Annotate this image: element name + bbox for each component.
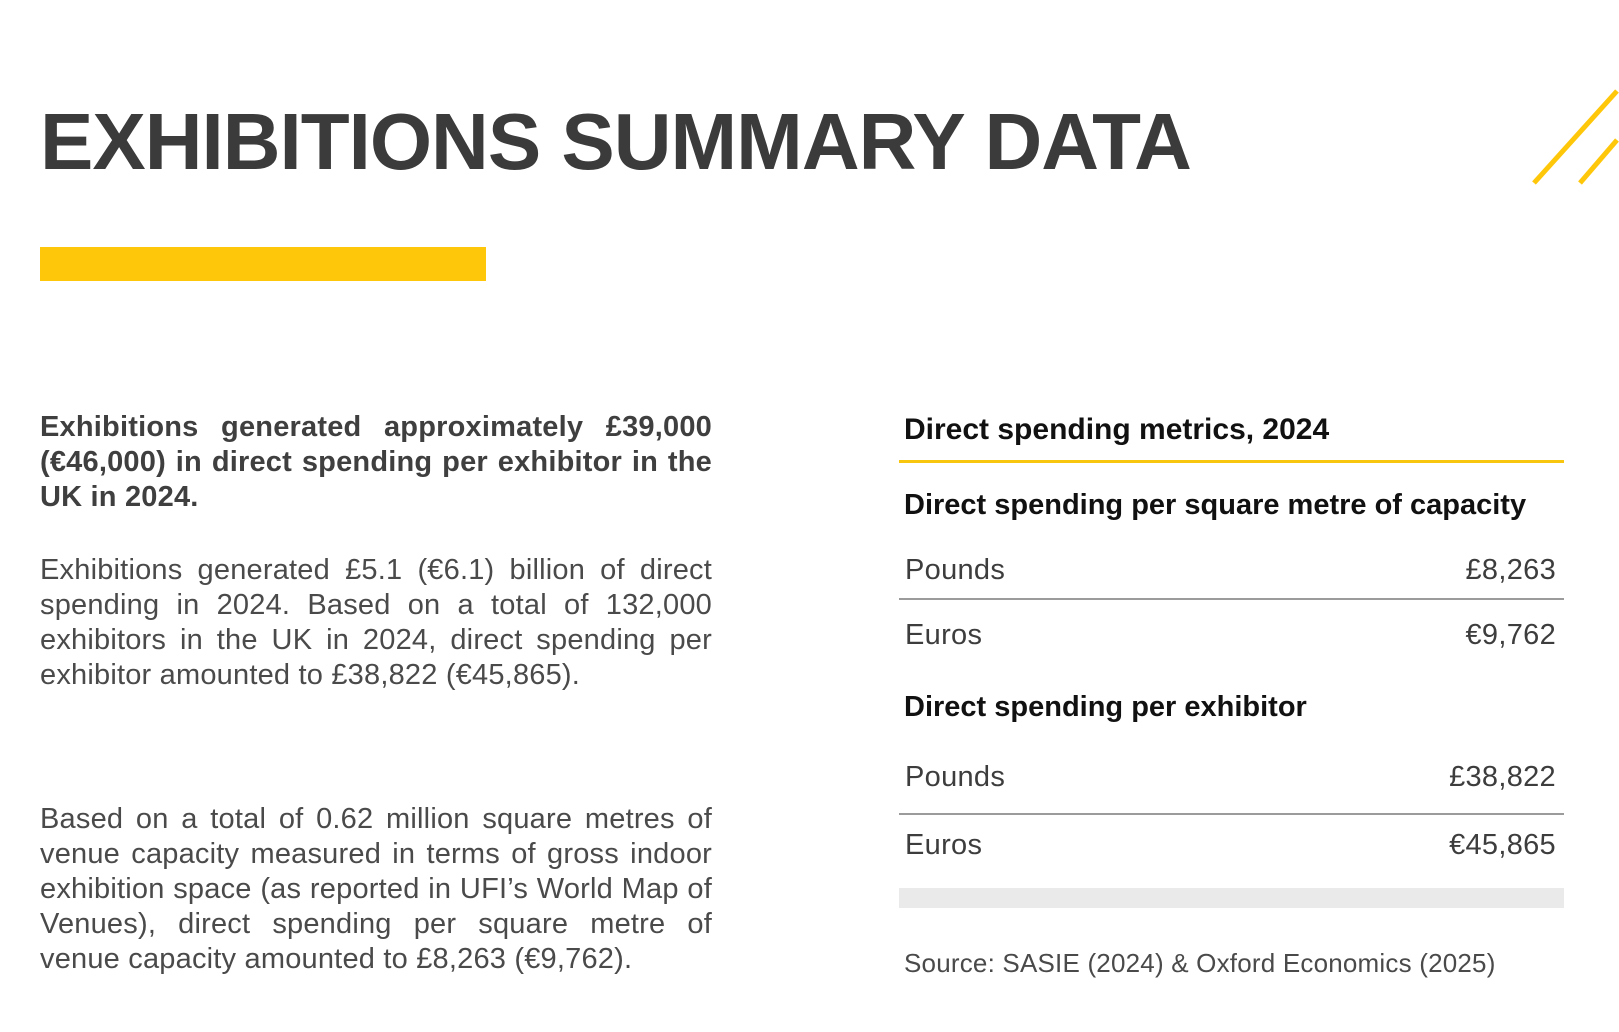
metrics-panel-heading: Direct spending metrics, 2024 — [904, 413, 1330, 446]
metric-label: Euros — [905, 829, 983, 861]
metric-value: €45,865 — [1449, 829, 1556, 861]
metric-value: €9,762 — [1465, 619, 1556, 651]
metric-label: Euros — [905, 619, 983, 651]
metric-value: £8,263 — [1465, 554, 1556, 586]
metric-row — [899, 760, 1564, 795]
metric-row — [899, 553, 1564, 588]
panel-footer-bar — [899, 888, 1564, 908]
accent-bar — [40, 247, 486, 281]
metric-value: £38,822 — [1449, 761, 1556, 793]
metric-row — [899, 618, 1564, 653]
section-title-per-exhibitor: Direct spending per exhibitor — [904, 691, 1307, 723]
heading-underline — [899, 460, 1564, 463]
metric-row — [899, 828, 1564, 863]
source-attribution: Source: SASIE (2024) & Oxford Economics (2025) — [904, 948, 1496, 978]
metrics-panel — [899, 0, 1564, 1032]
page-title: EXHIBITIONS SUMMARY DATA — [40, 96, 1191, 186]
body-paragraph: Based on a total of 0.62 million square metres of venue capacity measured in terms of gross indoor exhibition space (as reported in UFI’s World Map of Venues), direct spending per square metre of venue capacity amounted to £8,263 (€9,762). — [40, 803, 712, 975]
metric-label: Pounds — [905, 761, 1006, 793]
body-paragraph: Exhibitions generated £5.1 (€6.1) billion of direct spending in 2024. Based on a total of 132,000 exhibitors in the UK in 2024, direct spending per exhibitor amounted to £38,822 (€45,865). — [40, 554, 712, 691]
section-title-per-square-metre: Direct spending per square metre of capacity — [904, 489, 1527, 521]
row-divider — [899, 813, 1564, 815]
lead-paragraph: Exhibitions generated approximately £39,000 (€46,000) in direct spending per exhibitor in the UK in 2024. — [40, 411, 712, 513]
metric-label: Pounds — [905, 554, 1006, 586]
row-divider — [899, 598, 1564, 600]
